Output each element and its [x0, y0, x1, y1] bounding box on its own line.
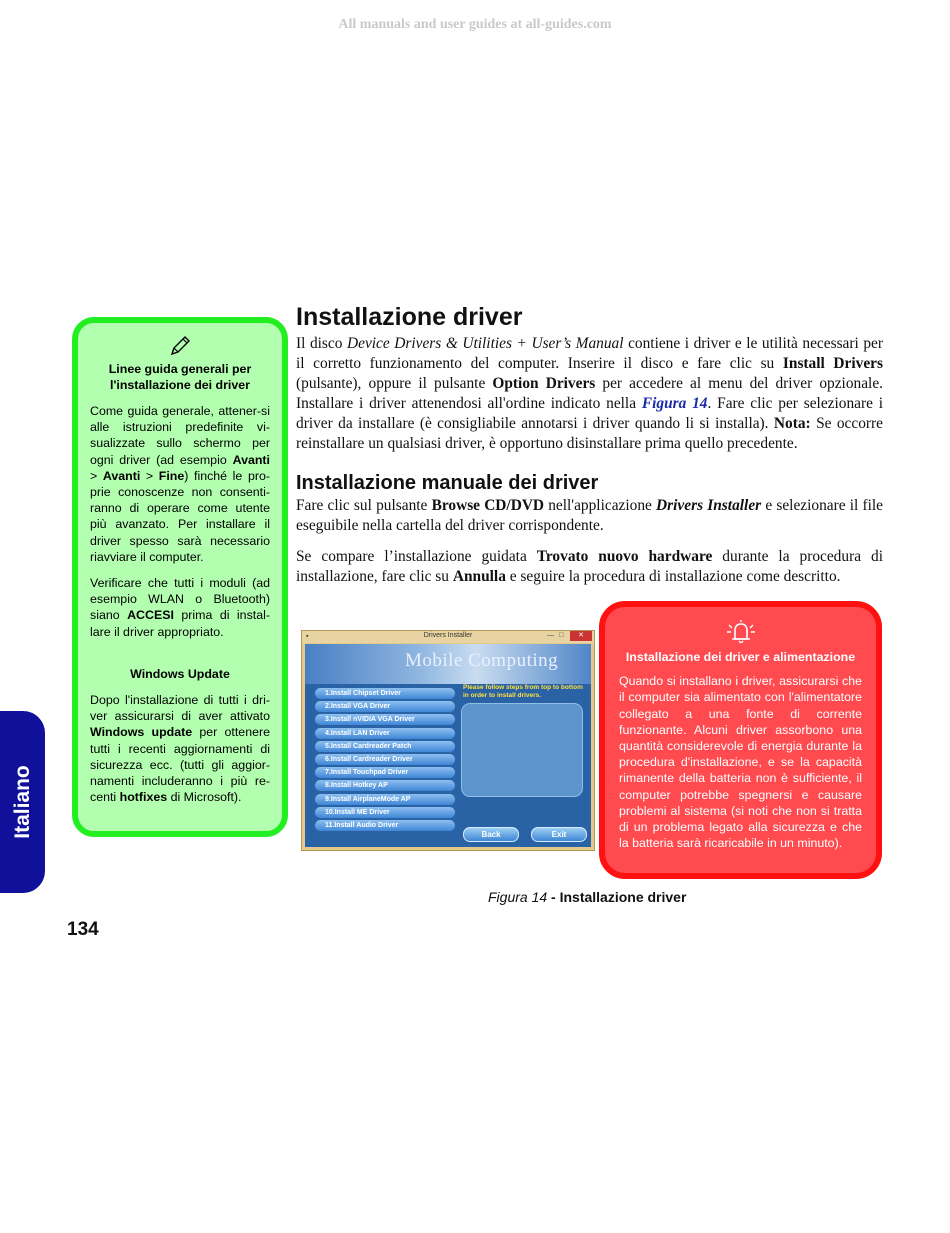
- text-segment: Come guida generale, attener-si alle istruzioni predefinite vi-sualizzate sullo schermo per ogni driver (ad esempio: [90, 404, 270, 467]
- driver-item: 6.Install Cardreader Driver: [315, 754, 455, 765]
- text-segment: Install Drivers: [782, 355, 884, 372]
- figure-caption-number: Figura 14: [488, 889, 548, 905]
- driver-item: 7.Install Touchpad Driver: [315, 767, 455, 778]
- text-segment: Option Drivers: [492, 375, 596, 392]
- intro-paragraph: [296, 334, 883, 454]
- minimize-icon: —: [547, 632, 554, 639]
- text-segment: >: [90, 468, 103, 483]
- figure-caption-title: - Installazione driver: [547, 889, 687, 905]
- text-segment: per accedere al menu del driver opzionale. Installare i driver attenendosi all'ordine indicato nella: [296, 375, 884, 412]
- power-warning-text: Quando si installano i driver, assicurarsi che il computer sia alimentato con l'alimentatore collegato a una fonte di corrente funzionante. Alcuni driver assorbono una quantità considerevole di energia durante la procedura d'installazione, e se la capacità rimanente della batteria non è sufficiente, il computer potrebbe spegnersi e causare problemi al sistema (si noti che non si tratta di un problema legato alla sicurezza e che la batteria sarà ricaricabile in un minuto).: [619, 674, 862, 851]
- text-segment: Nota:: [773, 415, 811, 432]
- driver-item: 3.Install nVIDIA VGA Driver: [315, 714, 455, 725]
- install-hint: Please follow steps from top to bottom in order to install drivers.: [463, 684, 583, 699]
- text-segment: ) finché le pro-prie conoscenze non consenti-ranno di operare come utente più avanzato. Per installare il driver spesso sarà necessario riavviare il computer.: [90, 468, 270, 564]
- back-button: Back: [463, 827, 519, 842]
- text-segment: ACCESI: [127, 608, 174, 623]
- alarm-bell-icon: [724, 619, 758, 645]
- power-warning-note: [599, 601, 882, 879]
- drivers-installer-screenshot: [301, 630, 595, 851]
- windows-update-paragraph: [90, 692, 270, 805]
- language-tab-label: Italiano: [10, 765, 34, 839]
- text-segment: Drivers Installer: [656, 497, 762, 514]
- section-title: Installazione manuale dei driver: [296, 472, 599, 494]
- text-segment: Fare clic sul pulsante: [296, 497, 432, 514]
- new-hardware-paragraph: [296, 547, 883, 587]
- text-segment: per ottenere tutti i recenti aggiornamenti di sicurezza ecc. (tutti gli aggior-namenti includeranno i più re-centi: [90, 725, 270, 805]
- text-segment: prima di instal-lare il driver appropriato.: [90, 608, 270, 639]
- guidelines-paragraph-1: [90, 403, 270, 565]
- driver-item: 2.Install VGA Driver: [315, 701, 455, 712]
- driver-item: 8.Install Hotkey AP: [315, 780, 455, 791]
- driver-item: 1.Install Chipset Driver: [315, 688, 455, 699]
- driver-list: [315, 688, 455, 833]
- driver-item: 4.Install LAN Driver: [315, 728, 455, 739]
- window-title: Drivers Installer: [423, 632, 473, 639]
- text-segment: Avanti: [232, 452, 270, 467]
- figure-caption: [488, 889, 686, 905]
- text-segment: Browse CD/DVD: [431, 497, 545, 514]
- brand-logo: Mobile Computing: [405, 650, 559, 671]
- text-segment: Avanti: [102, 468, 141, 483]
- text-segment: contiene i driver e le utilità necessari per il corretto funzionamento del computer. Inserire il disco e fare clic su: [296, 335, 883, 372]
- page-number: 134: [67, 919, 99, 940]
- info-panel: [461, 703, 583, 797]
- guidelines-paragraph-2: [90, 575, 270, 640]
- close-icon: ✕: [570, 631, 592, 641]
- watermark: All manuals and user guides at all-guides.com: [338, 17, 612, 32]
- power-warning-title: Installazione dei driver e alimentazione: [625, 650, 856, 664]
- figure-reference-link[interactable]: Figura 14: [641, 395, 708, 412]
- manual-install-paragraph: [296, 496, 883, 536]
- text-segment: Device Drivers & Utilities + User’s Manual: [347, 335, 624, 352]
- text-segment: Windows update: [90, 725, 193, 740]
- text-segment: di Microsoft).: [167, 790, 242, 805]
- text-segment: nell'applicazione: [544, 497, 657, 514]
- text-segment: (pulsante), oppure il pulsante: [296, 375, 493, 392]
- text-segment: Verificare che tutti i moduli (ad esempio WLAN o Bluetooth) siano: [90, 576, 270, 623]
- installer-body: [305, 684, 591, 847]
- pencil-icon: [168, 334, 192, 358]
- text-segment: >: [140, 468, 159, 483]
- driver-item: 9.Install AirplaneMode AP: [315, 794, 455, 805]
- maximize-icon: □: [559, 632, 564, 639]
- language-tab: [0, 711, 45, 893]
- window-titlebar: [302, 631, 594, 643]
- text-segment: Fine: [158, 468, 185, 483]
- guidelines-note: [72, 317, 288, 837]
- text-segment: e selezionare il file eseguibile nella cartella del driver corrispondente.: [296, 497, 883, 534]
- text-segment: Trovato nuovo hardware: [536, 548, 713, 565]
- driver-item: 5.Install Cardreader Patch: [315, 741, 455, 752]
- main-content: [296, 300, 883, 587]
- text-segment: hotfixes: [119, 790, 168, 805]
- guidelines-title: Linee guida generali per l'installazione dei driver: [108, 362, 252, 392]
- text-segment: durante la procedura di installazione, fare clic su: [296, 548, 883, 585]
- text-segment: Il disco: [296, 335, 347, 352]
- text-segment: Annulla: [452, 568, 506, 585]
- text-segment: Se compare l’installazione guidata: [296, 548, 537, 565]
- windows-update-title: Windows Update: [130, 666, 230, 681]
- driver-item: 11.Install Audio Driver: [315, 820, 455, 831]
- text-segment: e seguire la procedura di installazione come descritto.: [505, 568, 841, 585]
- app-icon: ▪: [306, 633, 309, 640]
- text-segment: . Fare clic per selezionare i driver da installare (è consigliabile annotarsi i driver quando li si installa).: [296, 395, 883, 432]
- exit-button: Exit: [531, 827, 587, 842]
- page-title: Installazione driver: [296, 303, 523, 331]
- text-segment: Dopo l'installazione di tutti i dri-ver assicurarsi di aver attivato: [90, 693, 270, 724]
- driver-item: 10.Install ME Driver: [315, 807, 455, 818]
- text-segment: Se occorre reinstallare un qualsiasi driver, è opportuno disinstallare prima quello precedente.: [296, 415, 883, 452]
- installer-banner: [305, 644, 591, 684]
